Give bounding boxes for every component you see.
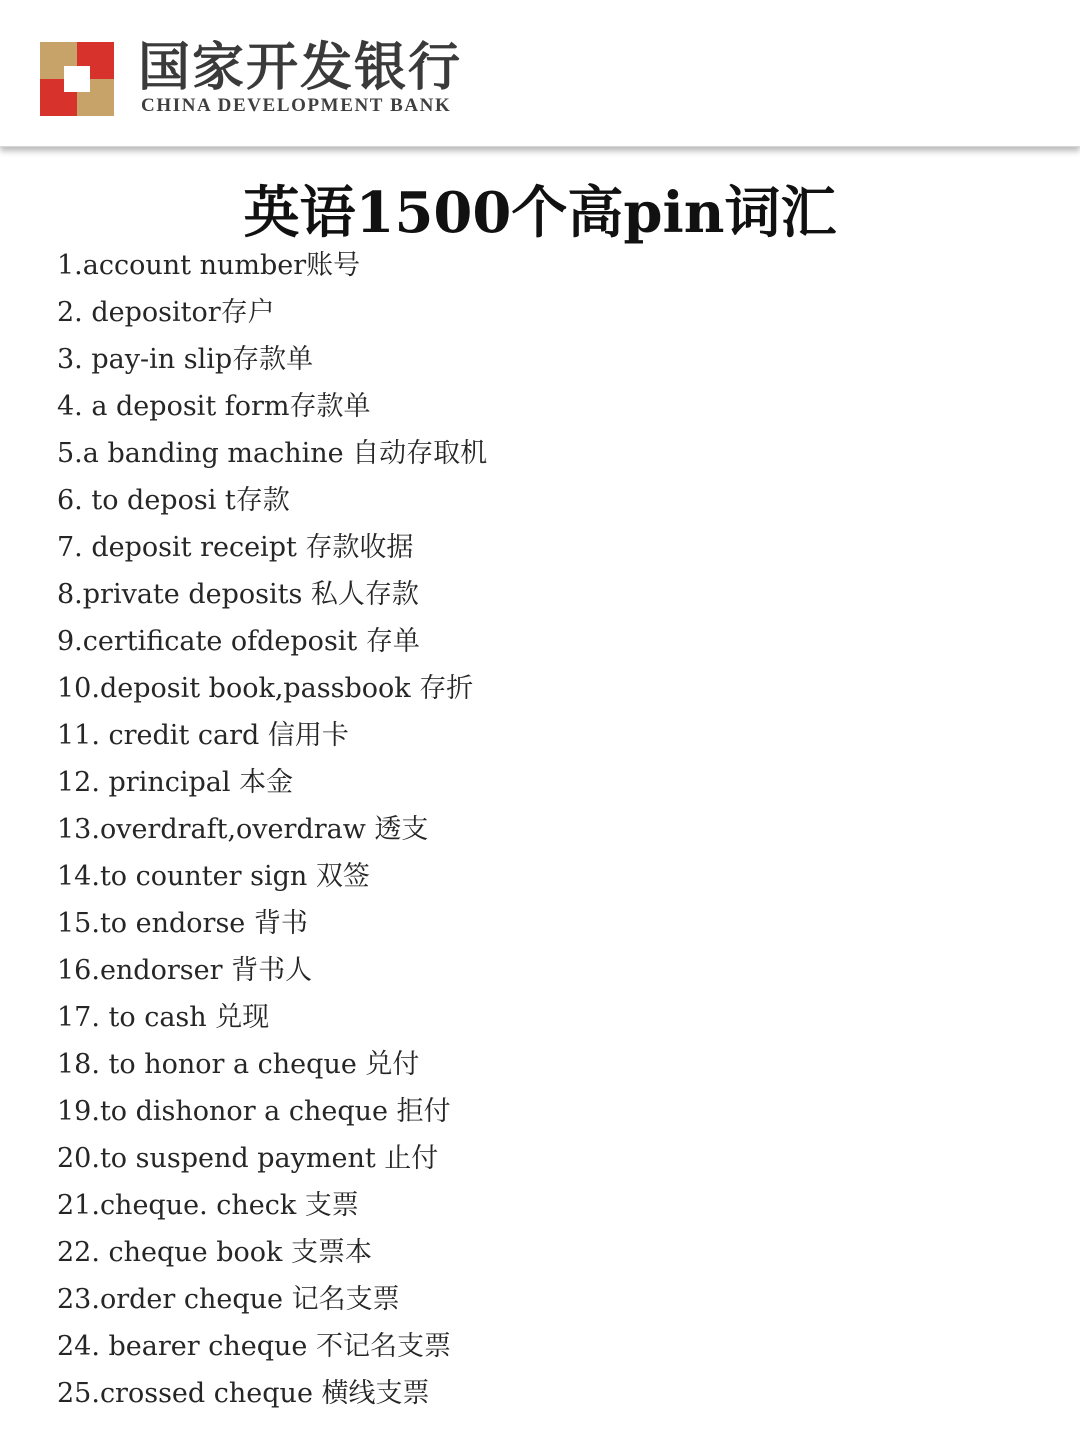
vocab-item: 18. to honor a cheque 兑付 <box>57 1049 420 1080</box>
vocab-item: 20.to suspend payment 止付 <box>57 1143 439 1174</box>
vocab-item: 22. cheque book 支票本 <box>57 1237 372 1268</box>
vocab-list <box>57 242 1047 1417</box>
page-title: 英语1500个高pin词汇 <box>243 180 837 246</box>
bank-logo-icon <box>40 42 114 116</box>
vocab-item: 16.endorser 背书人 <box>57 955 313 986</box>
vocab-item: 7. deposit receipt 存款收据 <box>57 532 414 563</box>
vocab-item: 5.a banding machine 自动存取机 <box>57 438 488 469</box>
vocab-item: 23.order cheque 记名支票 <box>57 1284 400 1315</box>
vocab-item: 4. a deposit form存款单 <box>57 391 371 422</box>
vocab-item: 9.certificate ofdeposit 存单 <box>57 626 420 657</box>
vocab-item: 13.overdraft,overdraw 透支 <box>57 814 429 845</box>
vocab-item: 17. to cash 兑现 <box>57 1002 270 1033</box>
vocab-item: 24. bearer cheque 不记名支票 <box>57 1331 451 1362</box>
vocab-item: 11. credit card 信用卡 <box>57 720 349 751</box>
vocab-item: 6. to deposi t存款 <box>57 485 290 516</box>
vocab-item: 21.cheque. check 支票 <box>57 1190 359 1221</box>
vocab-item: 12. principal 本金 <box>57 767 294 798</box>
vocab-item: 2. depositor存户 <box>57 297 275 328</box>
bank-name-english: CHINA DEVELOPMENT BANK <box>141 95 452 116</box>
vocab-item: 3. pay-in slip存款单 <box>57 344 314 375</box>
vocab-item: 15.to endorse 背书 <box>57 908 308 939</box>
bank-name-chinese: 国家开发银行 <box>138 37 463 98</box>
vocab-item: 8.private deposits 私人存款 <box>57 579 419 610</box>
vocab-item: 1.account number账号 <box>57 250 361 281</box>
vocab-item: 10.deposit book,passbook 存折 <box>57 673 474 704</box>
vocab-item: 25.crossed cheque 横线支票 <box>57 1378 430 1409</box>
vocab-item: 19.to dishonor a cheque 拒付 <box>57 1096 451 1127</box>
vocab-item: 14.to counter sign 双签 <box>57 861 370 892</box>
page-header <box>0 0 1080 147</box>
